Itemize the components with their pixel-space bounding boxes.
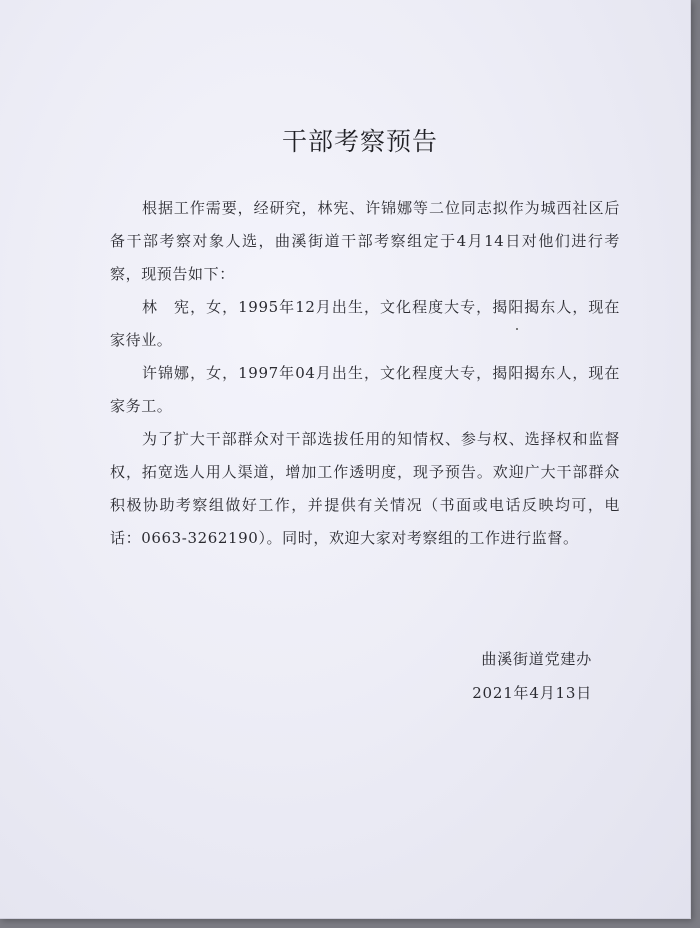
paper-speck: [516, 328, 518, 330]
notice-title: 干部考察预告: [281, 127, 438, 156]
paragraph-candidate-1: 林 宪，女，1995年12月出生，文化程度大专，揭阳揭东人，现在家待业。: [110, 298, 620, 349]
signature-block: [472, 642, 592, 710]
paragraph-intro: 根据工作需要，经研究，林宪、许锦娜等二位同志拟作为城西社区后备干部考察对象人选，曲溪街道干部考察组定于4月14日对他们进行考察，现预告如下：: [110, 199, 620, 283]
paragraph-feedback: 为了扩大干部群众对干部选拔任用的知情权、参与权、选择权和监督权，拓宽选人用人渠道，增加工作透明度，现予预告。欢迎广大干部群众积极协助考察组做好工作，并提供有关情况（书面或电话反映均可，电话：0663-3262190）。同时，欢迎大家对考察组的工作进行监督。: [110, 430, 620, 547]
paragraph-candidate-2: 许锦娜，女，1997年04月出生，文化程度大专，揭阳揭东人，现在家务工。: [110, 364, 620, 415]
signature-org: 曲溪街道党建办: [481, 650, 592, 668]
signature-date: 2021年4月13日: [472, 684, 592, 702]
notice-body: [110, 192, 620, 555]
